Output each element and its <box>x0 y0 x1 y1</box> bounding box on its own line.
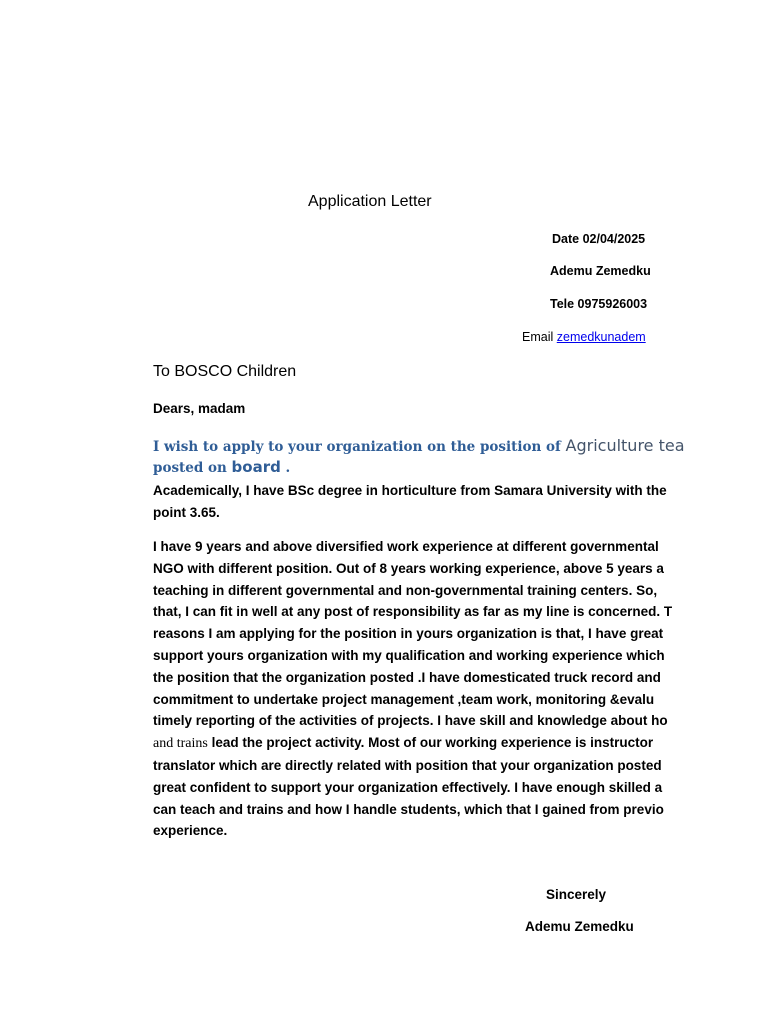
intro-board: board <box>231 458 281 476</box>
serif-fragment: and trains <box>153 736 208 752</box>
letter-title: Application Letter <box>308 193 432 210</box>
paragraph-line: can teach and trains and how I handle students, which that I gained from previo <box>153 801 664 817</box>
paragraph-line <box>153 732 654 755</box>
experience-paragraph <box>153 536 673 842</box>
paragraph-line: I have 9 years and above diversified work experience at different governmental <box>153 539 659 554</box>
sender-email <box>522 330 646 344</box>
academic-paragraph <box>153 480 667 524</box>
paragraph-line: that, I can fit in well at any post of responsibility as far as my line is concerned. T <box>153 604 673 620</box>
intro-lead: I wish to apply to your organization on the position of <box>153 439 566 455</box>
paragraph-line: the position that the organization posted .I have domesticated truck record and <box>153 669 661 685</box>
letter-date: Date 02/04/2025 <box>552 232 646 246</box>
email-label: Email <box>522 330 554 344</box>
paragraph-line: point 3.65. <box>153 504 220 520</box>
paragraph-line: NGO with different position. Out of 8 years working experience, above 5 years a <box>153 560 664 576</box>
salutation: Dears, madam <box>153 401 246 416</box>
line-rest: lead the project activity. Most of our working experience is instructor <box>207 735 654 751</box>
email-link[interactable]: zemedkunadem <box>556 330 646 344</box>
intro-line-1 <box>153 436 685 455</box>
paragraph-line: commitment to undertake project management ,team work, monitoring &evalu <box>153 691 655 707</box>
paragraph-line: translator which are directly related with position that your organization posted <box>153 757 662 773</box>
paragraph-line: support yours organization with my qualification and working experience which <box>153 647 665 663</box>
intro-position: Agriculture tea <box>565 436 685 455</box>
paragraph-line: great confident to support your organization effectively. I have enough skilled a <box>153 779 663 795</box>
intro-line-2 <box>153 458 290 476</box>
recipient-line: To BOSCO Children <box>153 363 297 380</box>
sender-phone: Tele 0975926003 <box>550 297 648 311</box>
paragraph-line: reasons I am applying for the position in yours organization is that, I have great <box>153 626 664 642</box>
signature-name: Ademu Zemedku <box>525 919 634 934</box>
paragraph-line: timely reporting of the activities of projects. I have skill and knowledge about ho <box>153 713 668 729</box>
intro-tail: . <box>280 460 291 476</box>
closing: Sincerely <box>546 887 607 902</box>
paragraph-line: teaching in different governmental and non-governmental training centers. So, <box>153 582 658 598</box>
letter-body <box>153 0 685 934</box>
intro-posted-on: posted on <box>153 460 232 476</box>
paragraph-line: Academically, I have BSc degree in horticulture from Samara University with the <box>153 483 667 498</box>
sender-name: Ademu Zemedku <box>550 264 651 278</box>
paragraph-line: experience. <box>153 823 228 839</box>
